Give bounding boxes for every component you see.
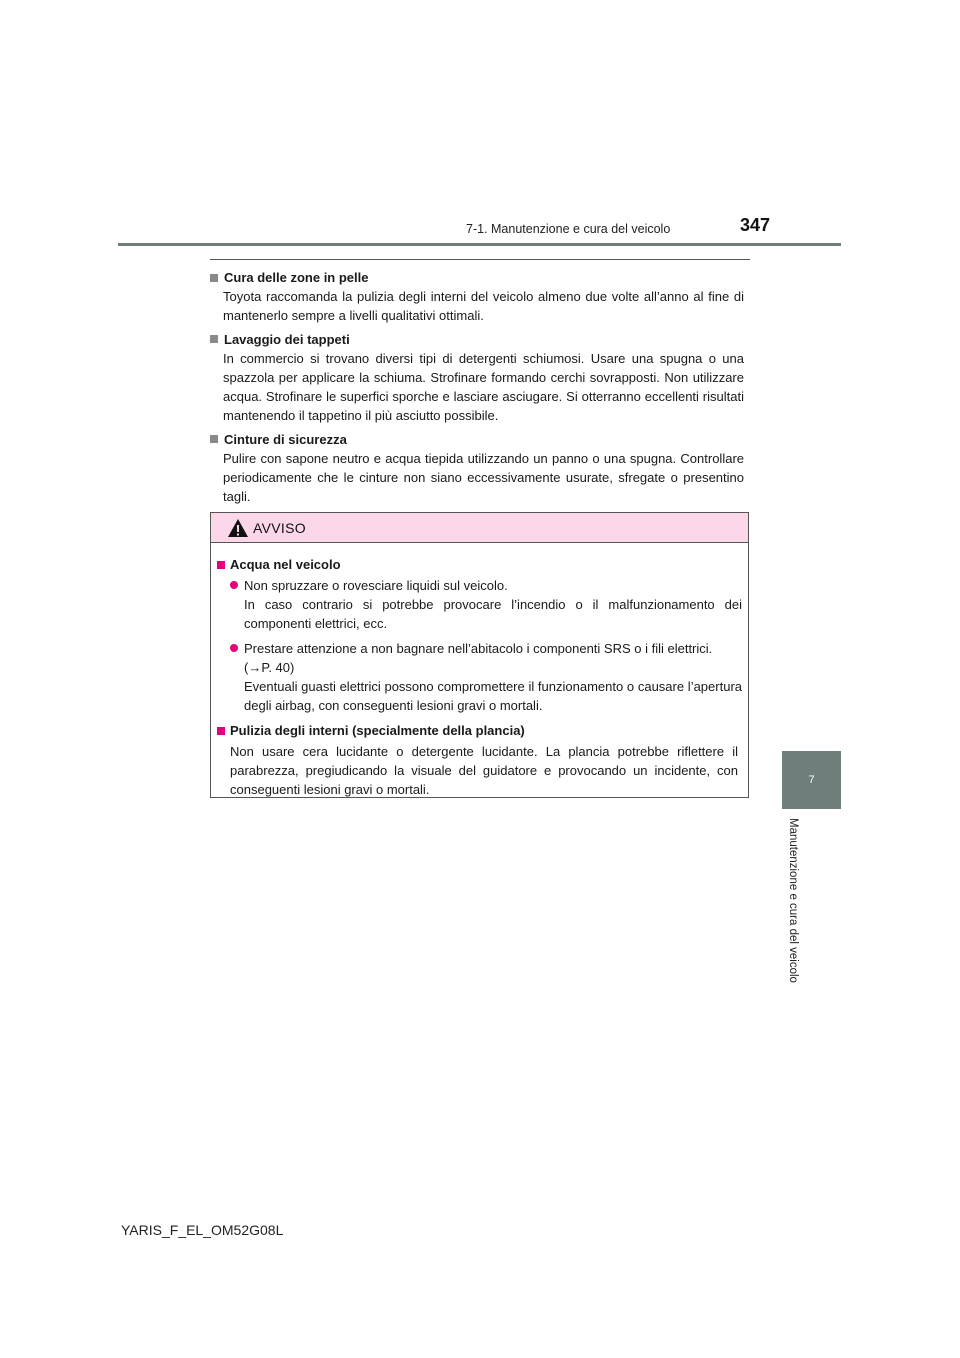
main-content xyxy=(210,268,744,510)
warning-box xyxy=(210,512,749,798)
section-title: Lavaggio dei tappeti xyxy=(224,331,350,347)
section-text: Toyota raccomanda la pulizia degli interni del veicolo almeno due volte all’anno al fine di mantenerlo sempre a livelli qualitativi ottimali. xyxy=(223,289,744,324)
warning-section-title: Pulizia degli interni (specialmente della plancia) xyxy=(217,721,742,740)
section-text: In commercio si trovano diversi tipi di detergenti schiumosi. Usare una spugna o una spazzola per applicare la schiuma. Strofinare formando cerchi sovrapposti. Non utilizzare acqua. Strofinare le superfici sporche e lasciare asciugare. Si otterranno eccellenti risultati mantenendo il tappetino il più asciutto possibile. xyxy=(223,350,744,424)
page-number: 347 xyxy=(740,215,771,235)
warning-header xyxy=(211,513,748,543)
section-text: Pulire con sapone neutro e acqua tiepida utilizzando un panno o una spugna. Controllare periodicamente che le cinture non siano eccessivamente usurate, sfregate o presentino tagli. xyxy=(223,450,744,505)
warning-body xyxy=(211,543,748,799)
warning-title: AVVISO xyxy=(253,519,306,536)
square-bullet-icon xyxy=(210,274,218,282)
square-bullet-icon xyxy=(210,435,218,443)
warning-section-title: Acqua nel veicolo xyxy=(217,555,742,574)
section-carpet-washing xyxy=(210,330,744,426)
footer-code: YARIS_F_EL_OM52G08L xyxy=(121,1222,284,1238)
dot-bullet-icon xyxy=(230,644,238,652)
section-title: Cinture di sicurezza xyxy=(224,431,347,447)
section-title: Cura delle zone in pelle xyxy=(224,270,369,285)
warning-triangle-icon xyxy=(227,518,249,538)
header-section-title: 7-1. Manutenzione e cura del veicolo xyxy=(466,222,671,236)
chapter-label: Manutenzione e cura del veicolo xyxy=(787,818,799,983)
square-bullet-icon xyxy=(217,727,225,735)
section-leather-care xyxy=(210,268,744,326)
square-bullet-icon xyxy=(217,561,225,569)
chapter-tab xyxy=(782,751,841,809)
content-divider xyxy=(210,259,750,260)
chapter-number: 7 xyxy=(808,774,815,786)
warning-bullet: Non spruzzare o rovesciare liquidi sul veicolo. In caso contrario si potrebbe provocare l’incendio o il malfunzionamento dei componenti elettrici, ecc. xyxy=(230,576,742,633)
dot-bullet-icon xyxy=(230,581,238,589)
warning-bullet: Prestare attenzione a non bagnare nell’abitacolo i componenti SRS o i fili elettrici. (→P. 40) Eventuali guasti elettrici possono compromettere il funzionamento o causare l’apertura degli airbag, con conseguenti lesioni gravi o mortali. xyxy=(230,639,742,715)
warning-section-text: Non usare cera lucidante o detergente lucidante. La plancia potrebbe riflettere il parabrezza, pregiudicando la visuale del guidatore e provocando un incidente, con conseguenti lesioni gravi o mortali. xyxy=(230,744,738,797)
page-reference-link[interactable]: (→P. 40) xyxy=(244,660,295,675)
square-bullet-icon xyxy=(210,335,218,343)
section-seat-belts xyxy=(210,430,744,507)
header-divider xyxy=(118,243,841,246)
